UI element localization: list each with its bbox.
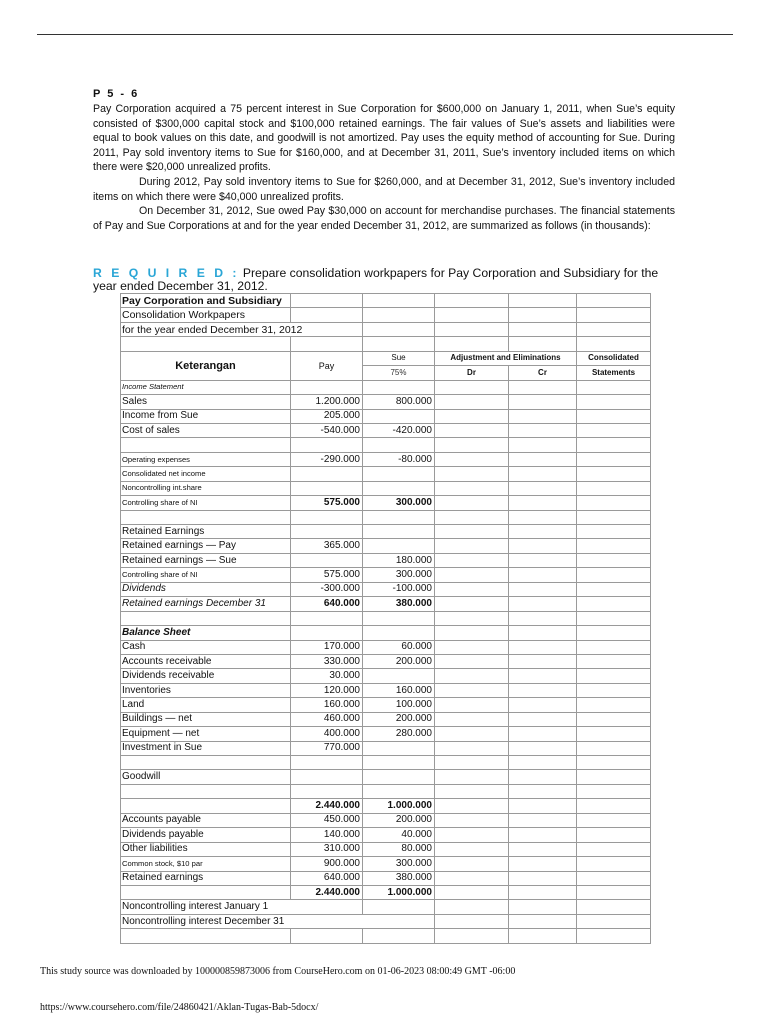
sue-value: 200.000 <box>363 654 435 668</box>
pay-value: 460.000 <box>291 712 363 726</box>
total-row <box>121 885 651 899</box>
row-label: Retained earnings December 31 <box>121 597 291 611</box>
table-row <box>121 395 651 409</box>
row-label: Consolidated net income <box>121 467 291 481</box>
problem-text <box>93 102 675 233</box>
workpaper-title: Pay Corporation and Subsidiary <box>121 294 291 308</box>
sue-value: 200.000 <box>363 712 435 726</box>
column-header-pay: Pay <box>291 351 363 380</box>
table-row <box>121 510 651 524</box>
row-label: Retained earnings <box>121 871 291 885</box>
required-text: Prepare consolidation workpapers for Pay Corporation and Subsidiary for the year ended December 31, 2012. <box>93 266 659 293</box>
sue-value: 60.000 <box>363 640 435 654</box>
table-row <box>121 756 651 770</box>
sue-value: -420.000 <box>363 423 435 437</box>
sue-value <box>363 669 435 683</box>
sue-value: 300.000 <box>363 857 435 871</box>
consolidation-workpaper-table <box>120 293 651 944</box>
row-label: Investment in Sue <box>121 741 291 755</box>
sue-value: 300.000 <box>363 496 435 510</box>
row-label: Cost of sales <box>121 423 291 437</box>
pay-value: 900.000 <box>291 857 363 871</box>
table-row <box>121 467 651 481</box>
sue-value: 40.000 <box>363 828 435 842</box>
table-row <box>121 770 651 784</box>
sue-value: 280.000 <box>363 727 435 741</box>
row-label: Cash <box>121 640 291 654</box>
table-row <box>121 539 651 553</box>
section-row <box>121 626 651 640</box>
row-label: Controlling share of NI <box>121 496 291 510</box>
sue-value: 380.000 <box>363 871 435 885</box>
table-row <box>121 582 651 596</box>
table-row <box>121 900 651 914</box>
table-row <box>121 712 651 726</box>
table-row <box>121 871 651 885</box>
row-label: Buildings — net <box>121 712 291 726</box>
row-label: Dividends <box>121 582 291 596</box>
row-label: Income from Sue <box>121 409 291 423</box>
table-row <box>121 929 651 943</box>
sue-value: -100.000 <box>363 582 435 596</box>
problem-paragraph: Pay Corporation acquired a 75 percent interest in Sue Corporation for $600,000 on January 1, 2011, when Sue’s equity consisted of $300,000 capital stock and $100,000 retained earnings. The fair values of Sue’s assets and liabilities were equal to book values on this date, and goodwill is not amortized. Pay uses the equity method of accounting for Sue. During 2011, Pay sold inventory items to Sue for $160,000, and at December 31, 2011, Sue’s inventory included items on which there were $20,000 unrealized profits. <box>93 103 675 174</box>
table-row <box>121 438 651 452</box>
row-label: Land <box>121 698 291 712</box>
row-label: Retained earnings — Sue <box>121 553 291 567</box>
table-row <box>121 308 651 322</box>
table-row <box>121 640 651 654</box>
sue-value: 200.000 <box>363 813 435 827</box>
pay-value: -300.000 <box>291 582 363 596</box>
total-row <box>121 799 651 813</box>
problem-paragraph: On December 31, 2012, Sue owed Pay $30,000 on account for merchandise purchases. The financial statements of Pay and Sue Corporations at and for the year ended December 31, 2012, are summarized as follows (in thousands): <box>93 205 675 232</box>
table-row <box>121 842 651 856</box>
table-row <box>121 294 651 308</box>
pay-value: 330.000 <box>291 654 363 668</box>
pay-value: 140.000 <box>291 828 363 842</box>
sue-total-equities: 1.000.000 <box>363 885 435 899</box>
sue-value <box>363 539 435 553</box>
row-label: Dividends receivable <box>121 669 291 683</box>
sue-value: -80.000 <box>363 452 435 466</box>
sue-value: 300.000 <box>363 568 435 582</box>
sue-value: 80.000 <box>363 842 435 856</box>
pay-value: 400.000 <box>291 727 363 741</box>
sue-value: 380.000 <box>363 597 435 611</box>
row-label: Accounts payable <box>121 813 291 827</box>
pay-value: -540.000 <box>291 423 363 437</box>
problem-id: P 5 - 6 <box>93 88 140 100</box>
row-label: Dividends payable <box>121 828 291 842</box>
source-url[interactable]: https://www.coursehero.com/file/24860421/Aklan-Tugas-Bab-5docx/ <box>40 1002 319 1013</box>
table-row <box>121 597 651 611</box>
pay-value: 170.000 <box>291 640 363 654</box>
pay-value: 640.000 <box>291 871 363 885</box>
sue-value: 180.000 <box>363 553 435 567</box>
sue-value: 800.000 <box>363 395 435 409</box>
section-label: Retained Earnings <box>121 525 291 539</box>
table-row <box>121 683 651 697</box>
table-row <box>121 741 651 755</box>
row-label: Retained earnings — Pay <box>121 539 291 553</box>
table-row <box>121 784 651 798</box>
row-label: Goodwill <box>121 770 291 784</box>
section-label: Balance Sheet <box>121 626 291 640</box>
pay-value: 640.000 <box>291 597 363 611</box>
sue-total-assets: 1.000.000 <box>363 799 435 813</box>
pay-value <box>291 553 363 567</box>
sue-value <box>363 409 435 423</box>
workpaper-subtitle: Consolidation Workpapers <box>121 308 291 322</box>
column-header-adjustments: Adjustment and Eliminations <box>435 351 577 365</box>
download-source-note: This study source was downloaded by 100000859873006 from CourseHero.com on 01-06-2023 08:00:49 GMT -06:00 <box>40 966 516 977</box>
pay-value: 575.000 <box>291 568 363 582</box>
column-header-dr: Dr <box>435 366 509 380</box>
column-header-cr: Cr <box>509 366 577 380</box>
table-row <box>121 669 651 683</box>
row-label: Sales <box>121 395 291 409</box>
table-row <box>121 322 651 336</box>
table-row <box>121 452 651 466</box>
column-header-statements: Statements <box>577 366 651 380</box>
table-row <box>121 828 651 842</box>
pay-value: 575.000 <box>291 496 363 510</box>
table-row <box>121 813 651 827</box>
table-row <box>121 654 651 668</box>
required-label: R E Q U I R E D : <box>93 266 240 280</box>
section-label: Income Statement <box>121 380 291 394</box>
pay-value: 450.000 <box>291 813 363 827</box>
sue-value: 160.000 <box>363 683 435 697</box>
table-row <box>121 496 651 510</box>
table-row <box>121 568 651 582</box>
pay-value: 160.000 <box>291 698 363 712</box>
pay-value: 1.200.000 <box>291 395 363 409</box>
table-row <box>121 337 651 351</box>
row-label: Controlling share of NI <box>121 568 291 582</box>
required-instruction <box>93 267 678 293</box>
column-header-sue-percent: 75% <box>363 366 435 380</box>
pay-value: 205.000 <box>291 409 363 423</box>
pay-value: 310.000 <box>291 842 363 856</box>
sue-value <box>363 741 435 755</box>
table-row <box>121 481 651 495</box>
pay-total-equities: 2.440.000 <box>291 885 363 899</box>
pay-value: 30.000 <box>291 669 363 683</box>
column-header-consolidated: Consolidated <box>577 351 651 365</box>
section-row <box>121 380 651 394</box>
sue-value: 100.000 <box>363 698 435 712</box>
row-label: Noncontrolling interest January 1 <box>121 900 363 914</box>
pay-value: 120.000 <box>291 683 363 697</box>
workpaper-period: for the year ended December 31, 2012 <box>121 322 363 336</box>
pay-total-assets: 2.440.000 <box>291 799 363 813</box>
row-label: Inventories <box>121 683 291 697</box>
header-row <box>121 351 651 365</box>
row-label: Common stock, $10 par <box>121 857 291 871</box>
problem-paragraph: During 2012, Pay sold inventory items to Sue for $260,000, and at December 31, 2012, Sue’s inventory included items on which there were $40,000 unrealized profits. <box>93 175 675 203</box>
table-row <box>121 698 651 712</box>
table-row <box>121 423 651 437</box>
column-header-sue: Sue <box>363 351 435 365</box>
top-divider <box>37 34 733 35</box>
row-label: Equipment — net <box>121 727 291 741</box>
row-label: Accounts receivable <box>121 654 291 668</box>
table-row <box>121 914 651 928</box>
row-label: Noncontrolling interest December 31 <box>121 914 435 928</box>
section-row <box>121 525 651 539</box>
row-label: Noncontrolling int.share <box>121 481 291 495</box>
table-row <box>121 409 651 423</box>
row-label: Operating expenses <box>121 452 291 466</box>
table-row <box>121 727 651 741</box>
table-row <box>121 857 651 871</box>
pay-value: 770.000 <box>291 741 363 755</box>
row-label: Other liabilities <box>121 842 291 856</box>
pay-value: 365.000 <box>291 539 363 553</box>
column-header-keterangan: Keterangan <box>121 351 291 380</box>
pay-value: -290.000 <box>291 452 363 466</box>
table-row <box>121 611 651 625</box>
table-row <box>121 553 651 567</box>
